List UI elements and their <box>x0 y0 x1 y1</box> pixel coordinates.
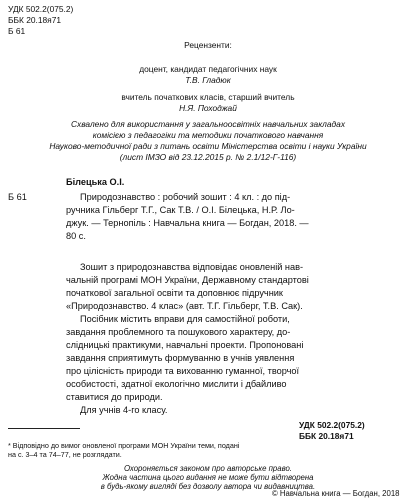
bib-author: Білецька О.І. <box>66 177 125 187</box>
annotation-p3: Для учнів 4-го класу. <box>80 405 168 415</box>
annotation-p2-line-3: слідницькі практикуми, навчальні проекти. Пропоновані <box>66 340 304 350</box>
author-mark-code: Б 61 <box>8 26 26 36</box>
annotation-p2-line-1: Посібник містить вправи для самостійної роботи, <box>80 314 290 324</box>
footnote-divider <box>8 428 80 429</box>
annotation-p2-line-5: про цілісність природи та вихованню гуманної, творчої <box>66 366 300 376</box>
bib-code: Б 61 <box>8 192 27 202</box>
copyright-line-3: в будь-якому вигляді без дозволу автора чи видавництва. <box>100 482 316 491</box>
annotation-p2-line-4: завдання сприятимуть формуванню в учнів уявлення <box>66 353 295 363</box>
annotation-p2-line-7: ставитися до природи. <box>66 392 163 402</box>
bib-line-3: джук. — Тернопіль : Навчальна книга — Богдан, 2018. — <box>66 218 309 228</box>
annotation-p2-line-2: завдання проблемного та пошукового характеру, до- <box>66 327 291 337</box>
bottom-bbk-code: ББК 20.18я71 <box>299 431 354 441</box>
bib-line-2: ручника Гільберг Т.Г., Сак Т.В. / О.І. Білецька, Н.Р. Ло- <box>66 205 295 215</box>
footnote-line-2: на с. 3–4 та 74–77, не розглядати. <box>8 450 122 459</box>
bottom-udk-code: УДК 502.2(075.2) <box>299 420 365 430</box>
reviewer-1-name: Т.В. Гладюк <box>185 75 231 85</box>
annotation-p1-line-2: чальній програмі МОН України, Державному стандартові <box>66 275 309 285</box>
annotation-p1-line-1: Зошит з природознавства відповідає оновленій нав- <box>80 262 304 272</box>
copyright-line-1: Охороняється законом про авторське право. <box>124 464 292 473</box>
reviewer-2-name: Н.Я. Походжай <box>179 103 237 113</box>
footnote-line-1: * Відповідно до вимог оновленої програми МОН України теми, подані <box>8 441 240 450</box>
annotation-p1-line-3: початкової загальної освіти та доповнює підручник <box>66 288 283 298</box>
reviewers-heading: Рецензенти: <box>184 40 232 50</box>
udk-code: УДК 502.2(075.2) <box>8 4 74 14</box>
reviewer-1-role: доцент, кандидат педагогічних наук <box>139 64 277 74</box>
bib-line-1: Природознавство : робочий зошит : 4 кл. : до під- <box>80 192 291 202</box>
reviewer-2-role: вчитель початкових класів, старший вчитель <box>121 92 295 102</box>
copyright-line-2: Жодна частина цього видання не може бути відтворена <box>102 473 314 482</box>
annotation-p2-line-6: особистості, здатної екологічно мислити і дбайливо <box>66 379 287 389</box>
annotation-p1-line-4: «Природознавство. 4 клас» (авт. Т.Г. Гільберг, Т.В. Сак). <box>66 301 303 311</box>
bbk-code: ББК 20.18я71 <box>8 15 62 25</box>
bib-line-4: 80 с. <box>66 231 86 241</box>
approval-line-4: (лист ІМЗО від 23.12.2015 р. № 2.1/12-Г-116) <box>119 152 297 162</box>
copyright-notice: © Навчальна книга — Богдан, 2018 <box>272 489 400 498</box>
approval-line-2: комісією з педагогіки та методики початкового навчання <box>92 130 324 140</box>
approval-line-1: Схвалено для використання у загальноосвітніх навчальних закладах <box>70 119 346 129</box>
approval-line-3: Науково-методичної ради з питань освіти Міністерства освіти і науки України <box>49 141 367 151</box>
